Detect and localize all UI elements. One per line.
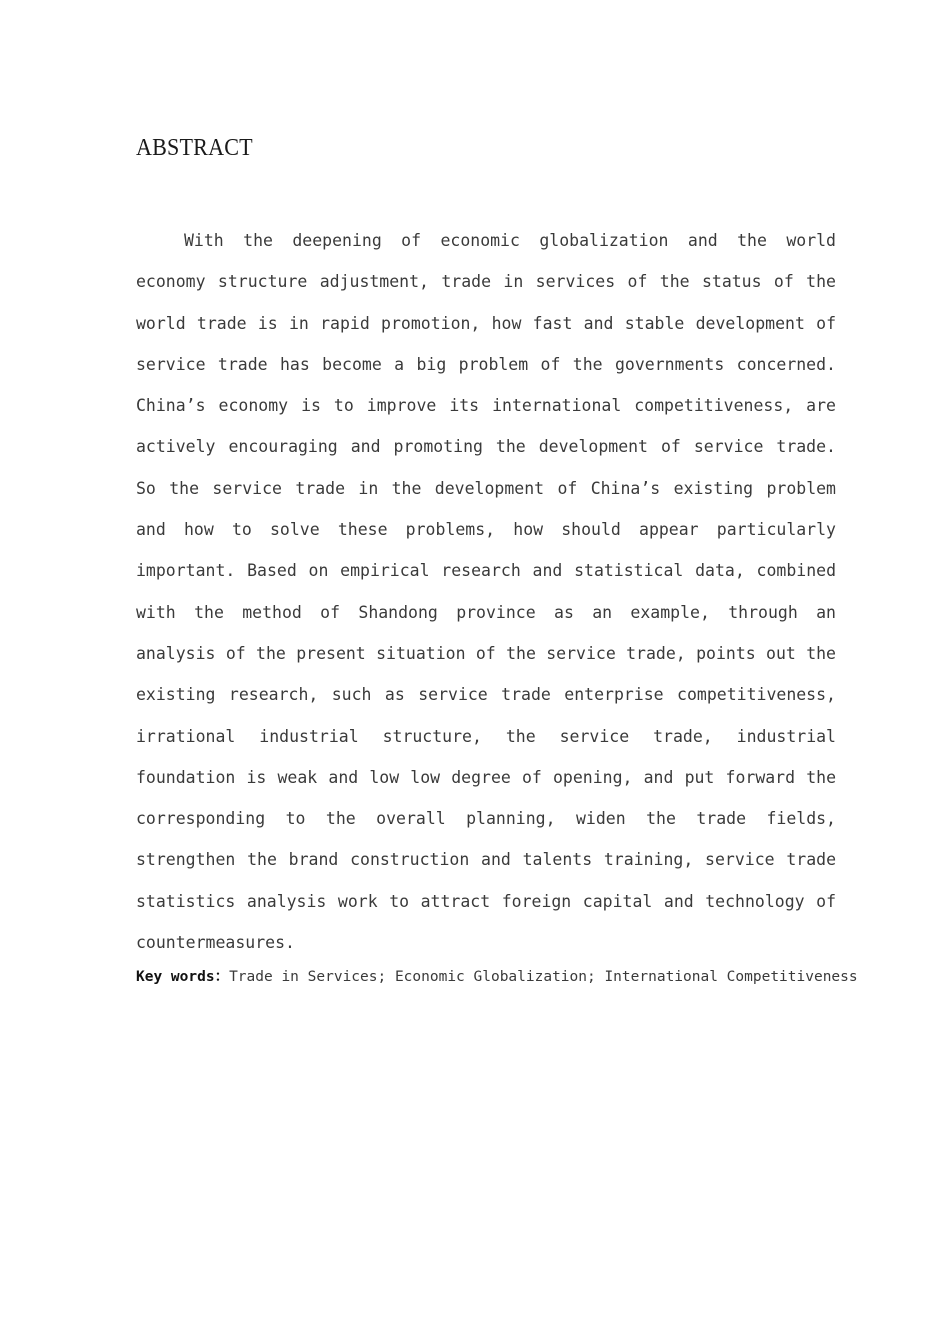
abstract-heading: ABSTRACT [136, 135, 253, 161]
keywords-value: Trade in Services; Economic Globalization; International Competitiveness [229, 969, 858, 985]
keywords-label: Key words： [136, 969, 230, 985]
abstract-paragraph: With the deepening of economic globalization and the world economy structure adjustment, trade in services of the status of the world trade is in rapid promotion, how fast and stable development of service trade has become a big problem of the governments concerned. China’s economy is to improve its international competitiveness, are actively encouraging and promoting the development of service trade. So the service trade in the development of China’s existing problem and how to solve these problems, how should appear particularly important. Based on empirical research and statistical data, combined with the method of Shandong province as an example, through an analysis of the present situation of the service trade, points out the existing research, such as service trade enterprise competitiveness, irrational industrial structure, the service trade, industrial foundation is weak and low low degree of opening, and put forward the corresponding to the overall planning, widen the trade fields, strengthen the brand construction and talents training, service trade statistics analysis work to attract foreign capital and technology of countermeasures. [136, 231, 836, 953]
keywords-line [136, 965, 856, 989]
